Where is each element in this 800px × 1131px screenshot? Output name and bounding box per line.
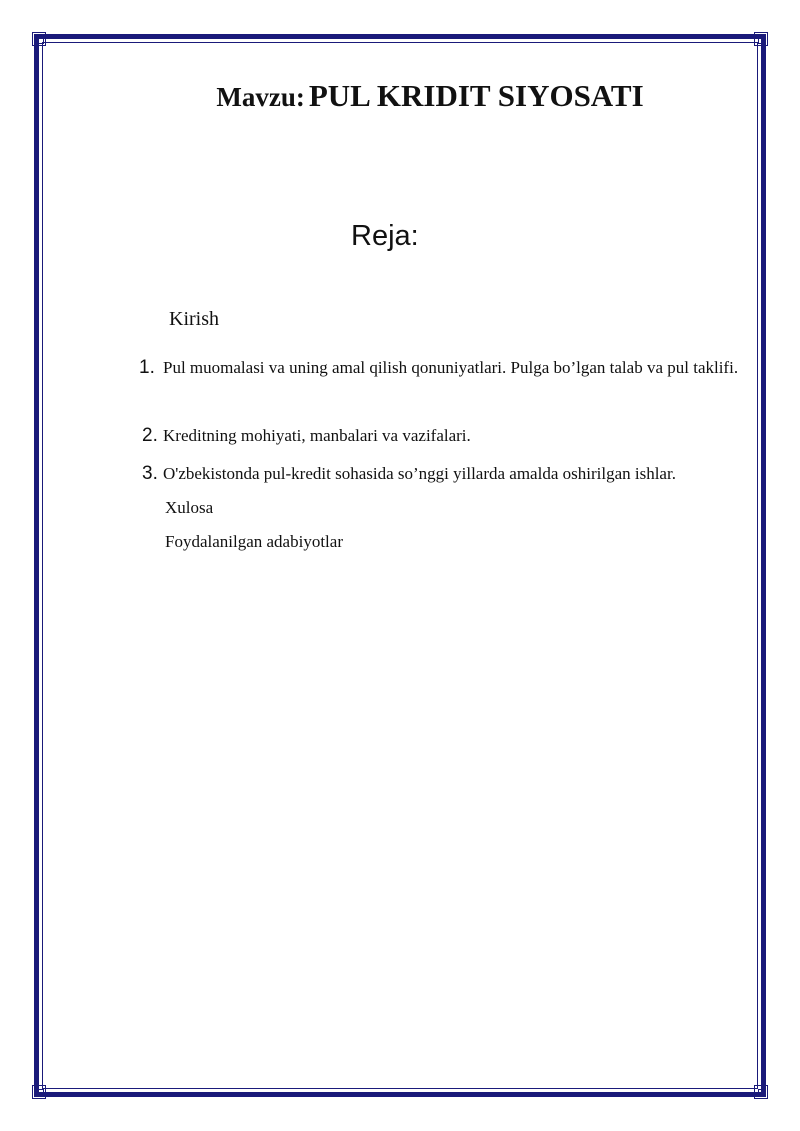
plan-item-number: 2. — [142, 425, 158, 446]
plan-heading: Reja: — [351, 220, 419, 252]
page-border-inner — [42, 42, 758, 1089]
plan-intro: Kirish — [169, 308, 219, 330]
plan-item — [139, 352, 743, 384]
plan-item-number: 1. — [139, 357, 155, 378]
corner-ornament-top-right — [754, 32, 768, 46]
corner-ornament-bottom-right — [754, 1085, 768, 1099]
plan-item-text: Kreditning mohiyati, manbalari va vazifalari. — [163, 426, 471, 445]
plan-item — [142, 420, 743, 452]
plan-item-text: Pul muomalasi va uning amal qilish qonuniyatlari. Pulga bo’lgan talab va pul taklifi. — [163, 358, 739, 377]
page-title — [0, 78, 800, 114]
plan-item-text: O'zbekistonda pul-kredit sohasida so’nggi yillarda amalda oshirilgan ishlar. — [163, 464, 676, 483]
plan-item-number: 3. — [142, 463, 158, 484]
plan-references: Foydalanilgan adabiyotlar — [165, 532, 343, 551]
plan-conclusion: Xulosa — [165, 498, 214, 517]
corner-ornament-bottom-left — [32, 1085, 46, 1099]
title-prefix: Mavzu: — [216, 82, 305, 112]
corner-ornament-top-left — [32, 32, 46, 46]
title-text: PUL KRIDIT SIYOSATI — [308, 78, 644, 113]
plan-item — [142, 458, 763, 490]
